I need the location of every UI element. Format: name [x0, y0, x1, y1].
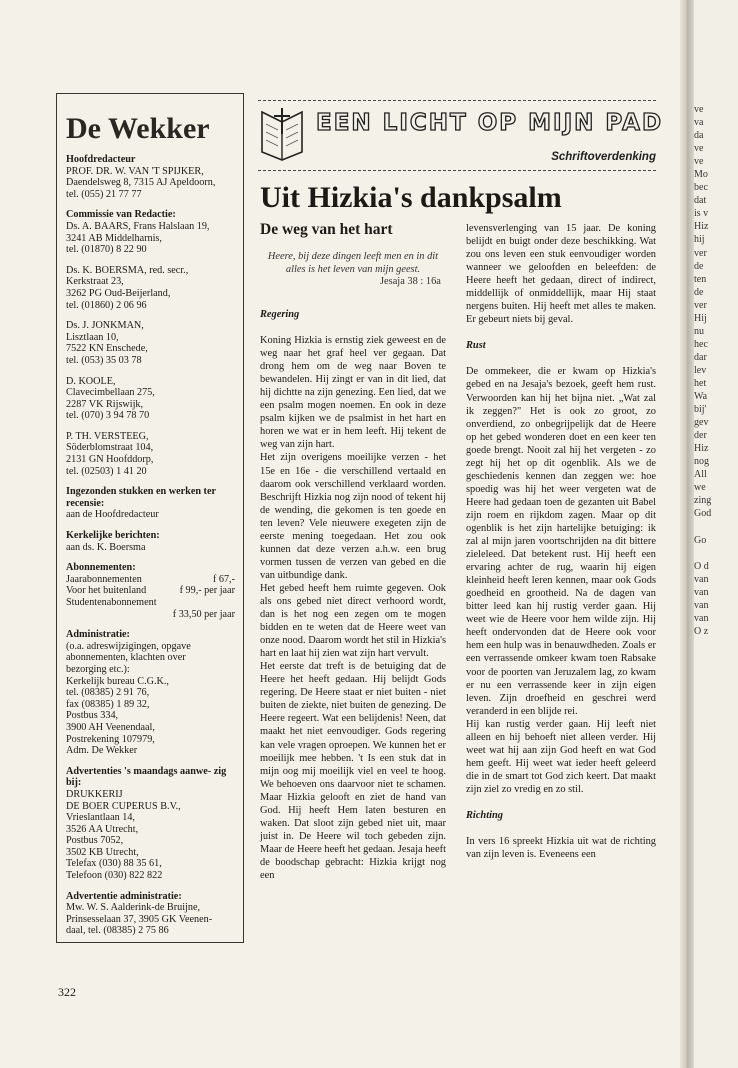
- article-column-1: [260, 309, 446, 882]
- paragraph: levensverlenging van 15 jaar. De koning belijdt en buigt onder deze beschikking. Wat zou ons leven een stuk eenvoudiger worden wanneer we geloofden en beleefden: de Heere heeft het gedaan, direct of indirect, middellijk of onmiddellijk, maar Hij staat nergens buiten. Hij heeft met alles te maken. Er gebeurt niets bij geval.: [466, 223, 656, 326]
- masthead-entry-line: 2131 GN Hoofddorp,: [66, 454, 154, 466]
- masthead-entry-line: Vrieslantlaan 14,: [66, 812, 135, 824]
- masthead-entry-line: bezorging etc.):: [66, 663, 130, 675]
- fragment-line: bec: [694, 182, 708, 194]
- fragment-line: nog: [694, 456, 709, 468]
- masthead-title: De Wekker: [66, 112, 210, 145]
- masthead-entry-line: D. KOOLE,: [66, 375, 116, 387]
- masthead-entry-line: Ds. J. JONKMAN,: [66, 320, 144, 332]
- masthead-entry-heading: Ingezonden stukken en werken ter recensie:: [66, 486, 216, 509]
- masthead-entry-line: Postbus 334,: [66, 710, 119, 722]
- masthead-entry-line: tel. (01860) 2 06 96: [66, 299, 147, 311]
- masthead-entry: [66, 376, 235, 422]
- masthead-entry-heading: Commissie van Redactie:: [66, 209, 176, 221]
- masthead-entry-line: tel. (053) 35 03 78: [66, 354, 142, 366]
- fragment-line: van: [694, 599, 709, 611]
- subscription-row: [66, 574, 235, 586]
- masthead-entry: [66, 265, 235, 311]
- fragment-line: Hij: [694, 312, 707, 324]
- masthead-entry-line: 7522 KN Enschede,: [66, 343, 148, 355]
- subscriptions-heading: Abonnementen:: [66, 562, 136, 574]
- fragment-line: dar: [694, 351, 707, 363]
- masthead-entry-line: 3900 AH Veenendaal,: [66, 721, 155, 733]
- fragment-line: van: [694, 586, 709, 598]
- fragment-line: Hiz: [694, 221, 709, 233]
- masthead-entry: [66, 431, 235, 477]
- section-heading-richting: Richting: [466, 809, 503, 821]
- masthead-box: [56, 93, 244, 943]
- masthead-entry-line: tel. (055) 21 77 77: [66, 188, 142, 200]
- fragment-line: bij': [694, 404, 707, 416]
- masthead-entry-line: Postrekening 107979,: [66, 733, 155, 745]
- paragraph: De ommekeer, die er kwam op Hizkia's gebed en na Jesaja's bezoek, geeft hem rust. Verwoorden kan hij het bijna niet. „Wat zal ik zeggen?" Het is ook zo groot, zo onverdiend, zo onbegrijpelijk dat de Heere op het gebed wonderen doet en een keer ten goede brengt. Nooit zal hij het vergeten - zo zegt hij het op dit ogenblik. Als we de geschiedenis kennen dan zeggen we: hoe spoedig was hij het weer vergeten wat de Heere had gedaan toen de gezanten uit Babel zijn roem en rijkdom zagen. Maar op dit ogenblik is het zijn hartelijke betuiging: ik zal al mijn jaren voortschrijden na dit bittere zieleleed. Dat betekent rust. Hij heeft een ervaring achter de rug, waarin hij eigen kleinheid heeft leren kennen, maar ook Gods goedheid en grootheid. Na de dagen van bitter leed kan hij rustig verder gaan. Hij weet wie de Heere voor hem wilde zijn. Hij heeft ondervonden dat de Heere ook voor hem een hulp was in benauwdheden. Zoals er een verrassende omkeer kwam toen Rabsake voor de poorten van Jeruzalem lag, zo kwam er nu een verrassende keer in zijn eigen leven. Zijn droefheid en geschrei werd veranderd in een blijde rei.: [466, 366, 656, 717]
- masthead-entry-line: 3526 AA Utrecht,: [66, 823, 139, 835]
- page-number: 322: [58, 985, 76, 999]
- masthead-entry-line: Ds. K. BOERSMA, red. secr.,: [66, 264, 189, 276]
- masthead-entry-line: DRUKKERIJ: [66, 788, 123, 800]
- fragment-line: dat: [694, 195, 707, 207]
- masthead-entry-line: 3262 PG Oud-Beijerland,: [66, 287, 171, 299]
- fragment-line: het: [694, 377, 707, 389]
- section-label: Schriftoverdenking: [551, 151, 656, 163]
- masthead-entry-line: Lisztlaan 10,: [66, 331, 119, 343]
- masthead-entry-line: tel. (070) 3 94 78 70: [66, 410, 150, 422]
- paragraph: Het zijn overigens moeilijke verzen - het 15e en 16e - die verschillend vertaald en daarom ook verschillend verklaard worden. Beschrijft Hizkia nog zijn nood of tekent hij de wending, die gekomen is ten goede en ten leven? Vele nieuwere exegeten zijn de eerste mening toegedaan. Het zou ook kunnen dat deze verzen a.h.w. een brug vormen tussen de verzen van gebed en die van uitbundige dank.: [260, 452, 446, 581]
- masthead-entry: [66, 629, 235, 757]
- masthead-entry-heading: Administratie:: [66, 629, 130, 641]
- masthead-blocks: [66, 154, 235, 553]
- masthead-entry-heading: Kerkelijke berichten:: [66, 530, 160, 542]
- masthead-entry-line: Kerkstraat 23,: [66, 276, 124, 288]
- article-headline: Uit Hizkia's dankpsalm: [260, 181, 562, 214]
- fragment-line: lev: [694, 364, 707, 376]
- banner-top-rule: [258, 100, 656, 101]
- masthead-entry-line: daal, tel. (08385) 2 75 86: [66, 925, 169, 937]
- paragraph: Koning Hizkia is ernstig ziek geweest en de weg naar het graf heel ver gegaan. Dat drong hem om de weg naar Boven te bewandelen. Hij zingt er van in dit lied, dat hij dichtte na zijn genezing. Een lied, dat we een psalm mogen noemen. En ook in deze psalm kijken we de psalmist in het hart en horen we wat er in hem leeft. Hij tekent de weg van zijn hart.: [260, 335, 446, 451]
- fragment-line: de: [694, 286, 704, 298]
- masthead-entry-line: P. TH. VERSTEEG,: [66, 430, 149, 442]
- masthead-entry-line: Prinsesselaan 37, 3905 GK Veenen-: [66, 913, 213, 925]
- subscription-price: f 67,-: [212, 573, 235, 585]
- masthead-entry-line: Kerkelijk bureau C.G.K.,: [66, 675, 169, 687]
- subscription-label: Studentenabonnement: [66, 597, 157, 608]
- fragment-line: [694, 521, 738, 534]
- fragment-line: ver: [694, 299, 707, 311]
- masthead-entry-line: tel. (08385) 2 91 76,: [66, 687, 150, 699]
- masthead-entry-line: (o.a. adreswijzigingen, opgave: [66, 640, 191, 652]
- masthead-entry: [66, 320, 235, 366]
- masthead-entry-line: abonnementen, klachten over: [66, 652, 186, 664]
- masthead-entry-line: Clavecimbellaan 275,: [66, 387, 155, 399]
- masthead-entry-line: 3502 KB Utrecht,: [66, 846, 139, 858]
- subscription-price: f 33,50 per jaar: [172, 608, 235, 620]
- masthead-entry-line: PROF. DR. W. VAN 'T SPIJKER,: [66, 165, 204, 177]
- masthead-entry-heading: Advertentie administratie:: [66, 890, 182, 902]
- fragment-line: va: [694, 117, 704, 129]
- masthead-entry: [66, 530, 235, 553]
- series-title: EEN LICHT OP MIJN PAD: [316, 110, 664, 136]
- fragment-line: der: [694, 430, 707, 442]
- masthead-entry-line: DE BOER CUPERUS B.V.,: [66, 800, 181, 812]
- paragraph: Het eerste dat treft is de betuiging dat de Heere het heeft gedaan. Hij belijdt Gods regering. De Heere staat er niet buiten - niet buiten de ziekte, niet buiten de genezing. De Heere regeert. Wat een belijdenis! Neen, dat maakt het niet eenvoudiger. Gods regering kan vele vragen oproepen. We kunnen het er moeilijk mee hebben. 't Is een stuk dat in mijn oog mij moeilijk viel en veel te hoog. We behoeven ons daarvoor niet te schamen. Maar Hizkia gelooft en ziet de hand van God. Hij heeft Hem laten besturen en waken. Dat sloot zijn gebed niet uit, maar juist in. De Heere wil toch gebeden zijn. Maar de Heere heeft het gedaan. Jesaja heeft de boodschap gebracht: Hizkia krijgt nog een: [260, 661, 446, 881]
- paragraph: In vers 16 spreekt Hizkia uit wat de richting van zijn leven is. Eveneens een: [466, 836, 656, 861]
- fragment-line: [694, 547, 738, 560]
- banner-bottom-rule: [258, 170, 656, 171]
- fragment-line: God: [694, 508, 712, 520]
- masthead-entry: [66, 209, 235, 255]
- adjacent-page: [694, 0, 738, 1068]
- masthead-entry-line: Telefax (030) 88 35 61,: [66, 858, 162, 870]
- fragment-line: Mo: [694, 169, 708, 181]
- fragment-line: zing: [694, 495, 712, 507]
- article-column-2: [466, 222, 656, 861]
- adjacent-page-text: [694, 103, 738, 638]
- subscription-row: [66, 585, 235, 597]
- masthead-entry-line: 3241 AB Middelharnis,: [66, 232, 162, 244]
- fragment-line: hec: [694, 338, 708, 350]
- masthead-entry-line: tel. (02503) 1 41 20: [66, 465, 147, 477]
- fragment-line: de: [694, 260, 704, 272]
- subscription-label: Jaarabonnementen: [66, 573, 142, 585]
- masthead-entry-line: Daendelsweg 8, 7315 AJ Apeldoorn,: [66, 177, 216, 189]
- masthead-entry-line: Söderblomstraat 104,: [66, 442, 154, 454]
- section-heading-regering: Regering: [260, 309, 300, 320]
- masthead-entry-line: Telefoon (030) 822 822: [66, 870, 163, 882]
- masthead-entry: [66, 154, 235, 200]
- fragment-line: ver: [694, 247, 707, 259]
- article-subhead: De weg van het hart: [260, 221, 393, 238]
- masthead-entry-heading: Advertenties 's maandags aanwe- zig bij:: [66, 765, 227, 789]
- fragment-line: da: [694, 130, 704, 142]
- masthead-blocks-2: [66, 629, 235, 937]
- fragment-line: O d: [694, 560, 709, 572]
- fragment-line: van: [694, 573, 709, 585]
- subscription-row: [66, 609, 235, 621]
- fragment-line: hij: [694, 234, 705, 246]
- fragment-line: O z: [694, 625, 709, 637]
- fragment-line: ten: [694, 273, 707, 285]
- fragment-line: nu: [694, 325, 704, 337]
- subscription-row: [66, 597, 235, 609]
- fragment-line: Wa: [694, 391, 708, 403]
- masthead-entry-line: aan de Hoofdredacteur: [66, 509, 159, 521]
- subscription-label: Voor het buitenland: [66, 585, 147, 597]
- masthead-entry-line: Ds. A. BAARS, Frans Halslaan 19,: [66, 220, 210, 232]
- open-book-cross-icon: [258, 104, 306, 164]
- fragment-line: ve: [694, 104, 704, 115]
- fragment-line: van: [694, 612, 709, 624]
- fragment-line: gev: [694, 417, 709, 429]
- fragment-line: ve: [694, 156, 704, 168]
- subscriptions: [66, 562, 235, 620]
- fragment-line: is v: [694, 208, 709, 220]
- fragment-line: we: [694, 482, 706, 494]
- masthead-entry: [66, 891, 235, 937]
- masthead-entry-line: Postbus 7052,: [66, 835, 124, 847]
- masthead-entry: [66, 486, 235, 521]
- section-heading-rust: Rust: [466, 340, 486, 352]
- series-banner: [258, 100, 664, 172]
- paragraph: Hij kan rustig verder gaan. Hij leeft niet alleen en hij behoeft niet alleen verder. Hij weet wat hij aan zijn God heeft en wat God hem geeft. Hij weet wat ieder heeft geleerd die in de smart tot God zich keert. Dat maakt zijn ziel zo vredig en zo stil.: [466, 718, 656, 795]
- subscription-price: f 99,- per jaar: [179, 585, 235, 597]
- fragment-line: Hiz: [694, 443, 709, 455]
- masthead-entry: [66, 766, 235, 882]
- masthead-entry-line: Mw. W. S. Aalderink-de Bruijne,: [66, 902, 201, 914]
- fragment-line: ve: [694, 143, 704, 155]
- masthead-entry-line: Adm. De Wekker: [66, 745, 138, 757]
- scripture-reference: Jesaja 38 : 16a: [380, 276, 441, 287]
- masthead-entry-line: fax (08385) 1 89 32,: [66, 698, 150, 710]
- masthead-entry-line: 2287 VK Rijswijk,: [66, 398, 144, 410]
- masthead-entry-heading: Hoofdredacteur: [66, 154, 136, 165]
- fragment-line: Go: [694, 534, 707, 546]
- masthead-entry-line: tel. (01870) 8 22 90: [66, 244, 147, 256]
- scripture-quote: Heere, bij deze dingen leeft men en in dit alles is het leven van mijn geest.: [267, 251, 439, 275]
- paragraph: Het gebed heeft hem ruimte gegeven. Ook als ons gebed niet direct verhoord wordt, dan is het nog een zegen om te mogen bidden en te weten dat de Heere weet van onze nood. Daarom wordt het stil in Hizkia's hart en laat hij zien wat zijn hart vervult.: [260, 582, 446, 660]
- page-gutter: [680, 0, 694, 1068]
- masthead-entry-line: aan ds. K. Boersma: [66, 541, 146, 553]
- fragment-line: All: [694, 469, 707, 481]
